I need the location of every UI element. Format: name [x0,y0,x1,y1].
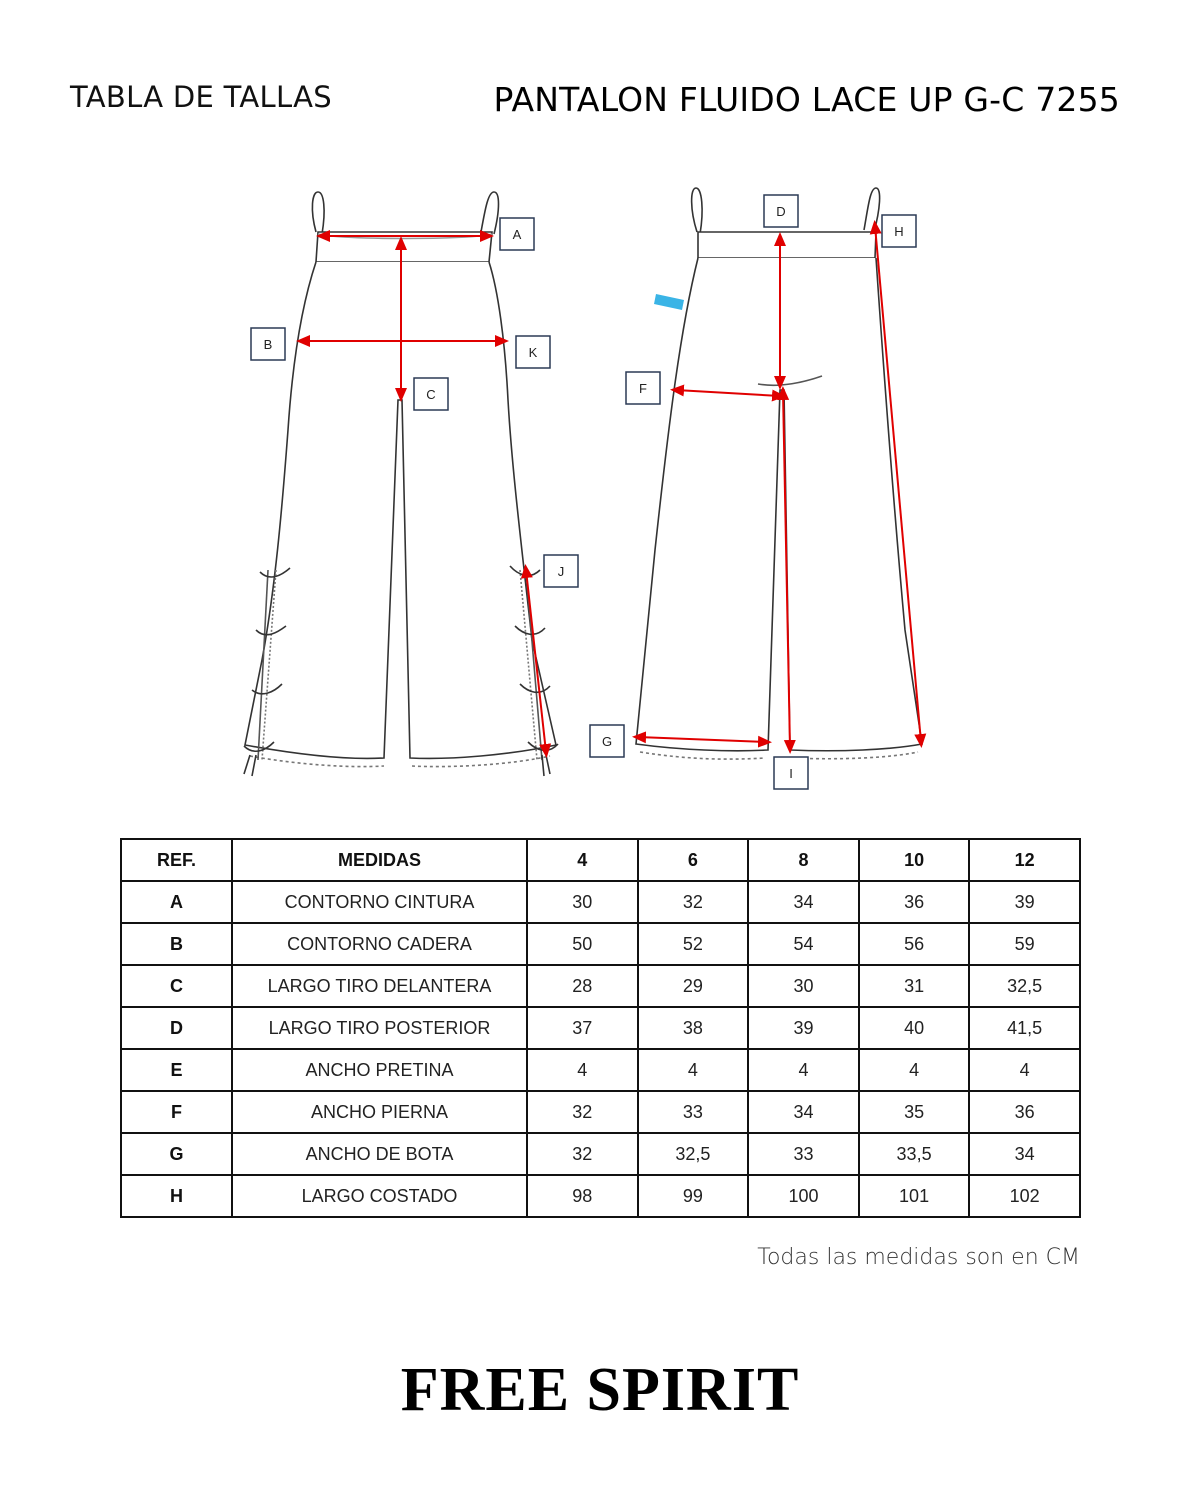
measure-name-cell: CONTORNO CINTURA [232,881,527,923]
size-value-cell: 34 [748,881,859,923]
svg-text:B: B [263,337,273,352]
measure-name-cell: LARGO TIRO POSTERIOR [232,1007,527,1049]
ref-cell: A [121,881,232,923]
header-size-10: 10 [859,839,970,881]
size-value-cell: 33 [638,1091,749,1133]
ref-cell: F [121,1091,232,1133]
size-value-cell: 34 [748,1091,859,1133]
measure-label-i [774,757,808,789]
size-value-cell: 39 [969,881,1080,923]
hang-tag-icon [654,294,684,310]
size-value-cell: 98 [527,1175,638,1217]
measure-label-a [500,218,534,250]
size-value-cell: 29 [638,965,749,1007]
measure-label-g [590,725,624,757]
table-header-row [121,839,1080,881]
measure-label-d [764,195,798,227]
measure-name-cell: LARGO TIRO DELANTERA [232,965,527,1007]
svg-text:K: K [528,345,538,360]
size-value-cell: 40 [859,1007,970,1049]
size-value-cell: 4 [969,1049,1080,1091]
size-value-cell: 37 [527,1007,638,1049]
size-value-cell: 36 [859,881,970,923]
measure-label-f [626,372,660,404]
size-value-cell: 54 [748,923,859,965]
measure-name-cell: ANCHO PRETINA [232,1049,527,1091]
size-table [120,838,1081,1218]
svg-text:J: J [557,564,565,579]
size-chart-title: TABLA DE TALLAS [70,80,332,114]
header-medidas: MEDIDAS [232,839,527,881]
table-row [121,1091,1080,1133]
size-value-cell: 102 [969,1175,1080,1217]
size-value-cell: 32 [527,1133,638,1175]
size-value-cell: 59 [969,923,1080,965]
units-note: Todas las medidas son en CM [757,1245,1080,1270]
size-value-cell: 32,5 [638,1133,749,1175]
measure-name-cell: ANCHO PIERNA [232,1091,527,1133]
measure-label-b [251,328,285,360]
ref-cell: H [121,1175,232,1217]
measure-label-k [516,336,550,368]
table-row [121,1133,1080,1175]
size-value-cell: 100 [748,1175,859,1217]
size-value-cell: 52 [638,923,749,965]
measure-name-cell: CONTORNO CADERA [232,923,527,965]
measure-label-h [882,215,916,247]
ref-cell: D [121,1007,232,1049]
brand-logo: FREE SPIRIT [400,1356,800,1424]
header-size-12: 12 [969,839,1080,881]
size-value-cell: 4 [859,1049,970,1091]
table-row [121,1175,1080,1217]
size-value-cell: 38 [638,1007,749,1049]
size-value-cell: 101 [859,1175,970,1217]
table-row [121,1049,1080,1091]
size-value-cell: 33 [748,1133,859,1175]
svg-text:F: F [639,381,647,396]
size-value-cell: 50 [527,923,638,965]
size-value-cell: 32 [527,1091,638,1133]
size-value-cell: 30 [748,965,859,1007]
header-size-8: 8 [748,839,859,881]
table-row [121,965,1080,1007]
svg-text:H: H [894,224,904,239]
size-value-cell: 32,5 [969,965,1080,1007]
size-value-cell: 30 [527,881,638,923]
size-value-cell: 4 [527,1049,638,1091]
product-title: PANTALON FLUIDO LACE UP G-C 7255 [493,80,1120,119]
pants-technical-drawing [0,170,1200,810]
size-value-cell: 4 [638,1049,749,1091]
size-value-cell: 28 [527,965,638,1007]
header-size-4: 4 [527,839,638,881]
svg-text:C: C [426,387,436,402]
size-value-cell: 4 [748,1049,859,1091]
svg-text:A: A [512,227,522,242]
ref-cell: G [121,1133,232,1175]
size-value-cell: 32 [638,881,749,923]
ref-cell: B [121,923,232,965]
measure-label-c [414,378,448,410]
svg-text:D: D [776,204,786,219]
size-value-cell: 99 [638,1175,749,1217]
measure-name-cell: LARGO COSTADO [232,1175,527,1217]
size-value-cell: 56 [859,923,970,965]
header-ref: REF. [121,839,232,881]
ref-cell: E [121,1049,232,1091]
size-value-cell: 35 [859,1091,970,1133]
size-value-cell: 41,5 [969,1007,1080,1049]
svg-text:G: G [601,734,613,749]
measure-name-cell: ANCHO DE BOTA [232,1133,527,1175]
measure-label-j [544,555,578,587]
table-row [121,1007,1080,1049]
size-value-cell: 39 [748,1007,859,1049]
size-value-cell: 31 [859,965,970,1007]
size-value-cell: 33,5 [859,1133,970,1175]
ref-cell: C [121,965,232,1007]
table-row [121,923,1080,965]
size-value-cell: 36 [969,1091,1080,1133]
table-row [121,881,1080,923]
svg-text:I: I [789,766,793,781]
size-value-cell: 34 [969,1133,1080,1175]
header-size-6: 6 [638,839,749,881]
